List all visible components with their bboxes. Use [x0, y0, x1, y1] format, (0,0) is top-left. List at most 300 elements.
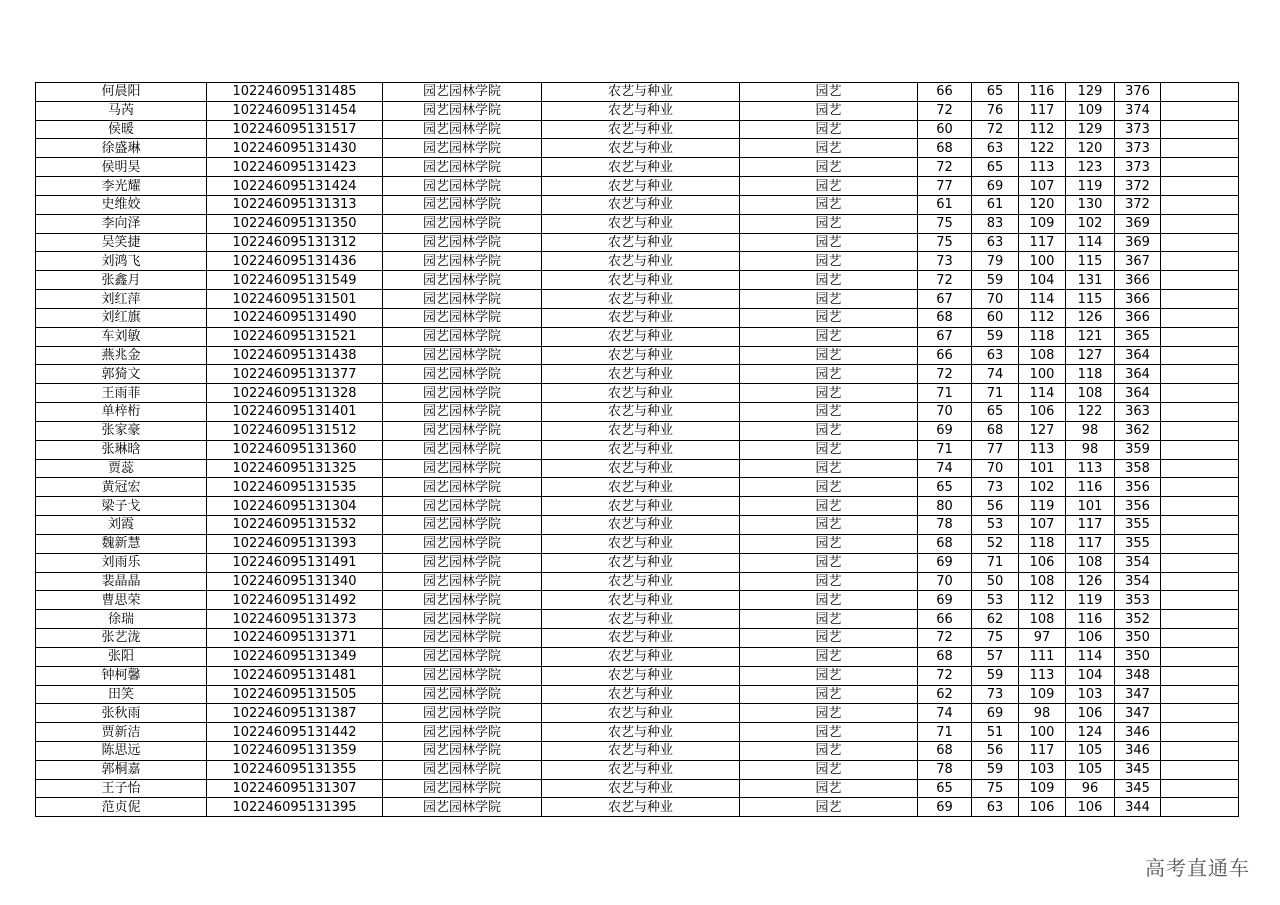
- total-score-cell: 347: [1115, 685, 1161, 704]
- major-cell: 农艺与种业: [542, 327, 740, 346]
- exam-id-cell: 102246095131359: [207, 741, 383, 760]
- subject1-score-cell: 113: [1019, 158, 1066, 177]
- exam-id-cell: 102246095131438: [207, 346, 383, 365]
- remark-cell: [1161, 308, 1239, 327]
- subject1-score-cell: 117: [1019, 741, 1066, 760]
- subject1-score-cell: 119: [1019, 497, 1066, 516]
- english-score-cell: 59: [972, 666, 1019, 685]
- name-cell: 张艺泷: [36, 629, 207, 648]
- remark-cell: [1161, 327, 1239, 346]
- english-score-cell: 53: [972, 591, 1019, 610]
- politics-score-cell: 72: [918, 666, 972, 685]
- total-score-cell: 346: [1115, 741, 1161, 760]
- major-cell: 农艺与种业: [542, 346, 740, 365]
- subject1-score-cell: 107: [1019, 516, 1066, 535]
- subject1-score-cell: 116: [1019, 83, 1066, 102]
- exam-id-cell: 102246095131349: [207, 647, 383, 666]
- name-cell: 刘红旗: [36, 308, 207, 327]
- name-cell: 燕兆金: [36, 346, 207, 365]
- major-cell: 农艺与种业: [542, 421, 740, 440]
- english-score-cell: 77: [972, 440, 1019, 459]
- table-row: [36, 760, 1239, 779]
- total-score-cell: 372: [1115, 195, 1161, 214]
- exam-id-cell: 102246095131485: [207, 83, 383, 102]
- subject1-score-cell: 101: [1019, 459, 1066, 478]
- politics-score-cell: 78: [918, 760, 972, 779]
- direction-cell: 园艺: [740, 666, 918, 685]
- subject1-score-cell: 100: [1019, 365, 1066, 384]
- major-cell: 农艺与种业: [542, 271, 740, 290]
- college-cell: 园艺园林学院: [383, 647, 542, 666]
- english-score-cell: 76: [972, 101, 1019, 120]
- total-score-cell: 350: [1115, 647, 1161, 666]
- subject1-score-cell: 109: [1019, 779, 1066, 798]
- direction-cell: 园艺: [740, 346, 918, 365]
- total-score-cell: 345: [1115, 779, 1161, 798]
- subject1-score-cell: 122: [1019, 139, 1066, 158]
- exam-id-cell: 102246095131371: [207, 629, 383, 648]
- name-cell: 陈思远: [36, 741, 207, 760]
- subject1-score-cell: 114: [1019, 290, 1066, 309]
- exam-id-cell: 102246095131491: [207, 553, 383, 572]
- name-cell: 魏新慧: [36, 534, 207, 553]
- exam-id-cell: 102246095131350: [207, 214, 383, 233]
- direction-cell: 园艺: [740, 685, 918, 704]
- major-cell: 农艺与种业: [542, 647, 740, 666]
- total-score-cell: 354: [1115, 553, 1161, 572]
- direction-cell: 园艺: [740, 516, 918, 535]
- name-cell: 李光耀: [36, 177, 207, 196]
- table-row: [36, 798, 1239, 817]
- direction-cell: 园艺: [740, 591, 918, 610]
- table-row: [36, 741, 1239, 760]
- subject2-score-cell: 129: [1066, 83, 1115, 102]
- major-cell: 农艺与种业: [542, 139, 740, 158]
- table-row: [36, 290, 1239, 309]
- name-cell: 张阳: [36, 647, 207, 666]
- english-score-cell: 71: [972, 384, 1019, 403]
- major-cell: 农艺与种业: [542, 177, 740, 196]
- total-score-cell: 354: [1115, 572, 1161, 591]
- english-score-cell: 53: [972, 516, 1019, 535]
- name-cell: 刘鸿飞: [36, 252, 207, 271]
- remark-cell: [1161, 704, 1239, 723]
- name-cell: 贾蕊: [36, 459, 207, 478]
- table-row: [36, 440, 1239, 459]
- name-cell: 何晨阳: [36, 83, 207, 102]
- college-cell: 园艺园林学院: [383, 572, 542, 591]
- table-row: [36, 647, 1239, 666]
- english-score-cell: 63: [972, 798, 1019, 817]
- exam-id-cell: 102246095131307: [207, 779, 383, 798]
- remark-cell: [1161, 346, 1239, 365]
- english-score-cell: 60: [972, 308, 1019, 327]
- college-cell: 园艺园林学院: [383, 534, 542, 553]
- college-cell: 园艺园林学院: [383, 290, 542, 309]
- politics-score-cell: 65: [918, 478, 972, 497]
- politics-score-cell: 75: [918, 214, 972, 233]
- total-score-cell: 372: [1115, 177, 1161, 196]
- major-cell: 农艺与种业: [542, 685, 740, 704]
- name-cell: 郭桐嘉: [36, 760, 207, 779]
- remark-cell: [1161, 252, 1239, 271]
- direction-cell: 园艺: [740, 798, 918, 817]
- english-score-cell: 52: [972, 534, 1019, 553]
- name-cell: 侯明昊: [36, 158, 207, 177]
- direction-cell: 园艺: [740, 290, 918, 309]
- subject2-score-cell: 108: [1066, 553, 1115, 572]
- exam-id-cell: 102246095131377: [207, 365, 383, 384]
- remark-cell: [1161, 403, 1239, 422]
- subject2-score-cell: 117: [1066, 516, 1115, 535]
- remark-cell: [1161, 83, 1239, 102]
- college-cell: 园艺园林学院: [383, 252, 542, 271]
- subject1-score-cell: 112: [1019, 591, 1066, 610]
- politics-score-cell: 68: [918, 139, 972, 158]
- name-cell: 张秋雨: [36, 704, 207, 723]
- english-score-cell: 79: [972, 252, 1019, 271]
- politics-score-cell: 78: [918, 516, 972, 535]
- name-cell: 裴晶晶: [36, 572, 207, 591]
- direction-cell: 园艺: [740, 158, 918, 177]
- total-score-cell: 355: [1115, 534, 1161, 553]
- table-row: [36, 327, 1239, 346]
- major-cell: 农艺与种业: [542, 723, 740, 742]
- remark-cell: [1161, 553, 1239, 572]
- major-cell: 农艺与种业: [542, 516, 740, 535]
- remark-cell: [1161, 158, 1239, 177]
- table-row: [36, 516, 1239, 535]
- politics-score-cell: 75: [918, 233, 972, 252]
- exam-id-cell: 102246095131535: [207, 478, 383, 497]
- english-score-cell: 56: [972, 741, 1019, 760]
- politics-score-cell: 71: [918, 440, 972, 459]
- table-row: [36, 252, 1239, 271]
- table-row: [36, 591, 1239, 610]
- english-score-cell: 72: [972, 120, 1019, 139]
- subject1-score-cell: 114: [1019, 384, 1066, 403]
- name-cell: 刘霞: [36, 516, 207, 535]
- politics-score-cell: 69: [918, 798, 972, 817]
- english-score-cell: 61: [972, 195, 1019, 214]
- major-cell: 农艺与种业: [542, 779, 740, 798]
- subject2-score-cell: 131: [1066, 271, 1115, 290]
- subject2-score-cell: 116: [1066, 610, 1115, 629]
- exam-id-cell: 102246095131442: [207, 723, 383, 742]
- table-body: [36, 83, 1239, 817]
- table-row: [36, 572, 1239, 591]
- direction-cell: 园艺: [740, 214, 918, 233]
- college-cell: 园艺园林学院: [383, 158, 542, 177]
- name-cell: 范贞伲: [36, 798, 207, 817]
- remark-cell: [1161, 120, 1239, 139]
- direction-cell: 园艺: [740, 459, 918, 478]
- english-score-cell: 65: [972, 158, 1019, 177]
- english-score-cell: 59: [972, 760, 1019, 779]
- college-cell: 园艺园林学院: [383, 421, 542, 440]
- subject2-score-cell: 119: [1066, 591, 1115, 610]
- politics-score-cell: 66: [918, 610, 972, 629]
- direction-cell: 园艺: [740, 83, 918, 102]
- english-score-cell: 62: [972, 610, 1019, 629]
- college-cell: 园艺园林学院: [383, 629, 542, 648]
- total-score-cell: 356: [1115, 497, 1161, 516]
- subject1-score-cell: 106: [1019, 553, 1066, 572]
- english-score-cell: 63: [972, 139, 1019, 158]
- college-cell: 园艺园林学院: [383, 83, 542, 102]
- subject1-score-cell: 112: [1019, 120, 1066, 139]
- college-cell: 园艺园林学院: [383, 308, 542, 327]
- subject1-score-cell: 113: [1019, 440, 1066, 459]
- subject2-score-cell: 104: [1066, 666, 1115, 685]
- exam-id-cell: 102246095131360: [207, 440, 383, 459]
- politics-score-cell: 66: [918, 83, 972, 102]
- direction-cell: 园艺: [740, 421, 918, 440]
- college-cell: 园艺园林学院: [383, 403, 542, 422]
- exam-id-cell: 102246095131492: [207, 591, 383, 610]
- remark-cell: [1161, 779, 1239, 798]
- english-score-cell: 71: [972, 553, 1019, 572]
- table-row: [36, 139, 1239, 158]
- english-score-cell: 73: [972, 685, 1019, 704]
- major-cell: 农艺与种业: [542, 195, 740, 214]
- name-cell: 梁子戈: [36, 497, 207, 516]
- remark-cell: [1161, 534, 1239, 553]
- remark-cell: [1161, 440, 1239, 459]
- english-score-cell: 74: [972, 365, 1019, 384]
- subject2-score-cell: 129: [1066, 120, 1115, 139]
- major-cell: 农艺与种业: [542, 666, 740, 685]
- subject2-score-cell: 130: [1066, 195, 1115, 214]
- college-cell: 园艺园林学院: [383, 741, 542, 760]
- subject2-score-cell: 123: [1066, 158, 1115, 177]
- direction-cell: 园艺: [740, 760, 918, 779]
- name-cell: 单梓桁: [36, 403, 207, 422]
- english-score-cell: 69: [972, 704, 1019, 723]
- subject2-score-cell: 106: [1066, 704, 1115, 723]
- direction-cell: 园艺: [740, 101, 918, 120]
- subject1-score-cell: 118: [1019, 534, 1066, 553]
- college-cell: 园艺园林学院: [383, 195, 542, 214]
- major-cell: 农艺与种业: [542, 403, 740, 422]
- college-cell: 园艺园林学院: [383, 384, 542, 403]
- english-score-cell: 75: [972, 629, 1019, 648]
- name-cell: 徐瑞: [36, 610, 207, 629]
- politics-score-cell: 67: [918, 290, 972, 309]
- politics-score-cell: 72: [918, 629, 972, 648]
- total-score-cell: 350: [1115, 629, 1161, 648]
- college-cell: 园艺园林学院: [383, 139, 542, 158]
- total-score-cell: 364: [1115, 365, 1161, 384]
- total-score-cell: 376: [1115, 83, 1161, 102]
- total-score-cell: 367: [1115, 252, 1161, 271]
- remark-cell: [1161, 685, 1239, 704]
- exam-id-cell: 102246095131512: [207, 421, 383, 440]
- direction-cell: 园艺: [740, 327, 918, 346]
- subject1-score-cell: 109: [1019, 685, 1066, 704]
- exam-id-cell: 102246095131490: [207, 308, 383, 327]
- exam-id-cell: 102246095131313: [207, 195, 383, 214]
- college-cell: 园艺园林学院: [383, 516, 542, 535]
- subject1-score-cell: 127: [1019, 421, 1066, 440]
- english-score-cell: 65: [972, 83, 1019, 102]
- politics-score-cell: 71: [918, 384, 972, 403]
- subject2-score-cell: 103: [1066, 685, 1115, 704]
- direction-cell: 园艺: [740, 139, 918, 158]
- college-cell: 园艺园林学院: [383, 798, 542, 817]
- college-cell: 园艺园林学院: [383, 459, 542, 478]
- subject2-score-cell: 109: [1066, 101, 1115, 120]
- total-score-cell: 352: [1115, 610, 1161, 629]
- major-cell: 农艺与种业: [542, 120, 740, 139]
- major-cell: 农艺与种业: [542, 497, 740, 516]
- major-cell: 农艺与种业: [542, 798, 740, 817]
- college-cell: 园艺园林学院: [383, 233, 542, 252]
- major-cell: 农艺与种业: [542, 459, 740, 478]
- name-cell: 李向泽: [36, 214, 207, 233]
- name-cell: 马芮: [36, 101, 207, 120]
- major-cell: 农艺与种业: [542, 101, 740, 120]
- subject1-score-cell: 113: [1019, 666, 1066, 685]
- subject2-score-cell: 119: [1066, 177, 1115, 196]
- subject2-score-cell: 98: [1066, 421, 1115, 440]
- direction-cell: 园艺: [740, 779, 918, 798]
- college-cell: 园艺园林学院: [383, 327, 542, 346]
- subject2-score-cell: 122: [1066, 403, 1115, 422]
- exam-id-cell: 102246095131424: [207, 177, 383, 196]
- exam-id-cell: 102246095131505: [207, 685, 383, 704]
- politics-score-cell: 70: [918, 572, 972, 591]
- politics-score-cell: 69: [918, 421, 972, 440]
- english-score-cell: 73: [972, 478, 1019, 497]
- table-row: [36, 403, 1239, 422]
- total-score-cell: 358: [1115, 459, 1161, 478]
- major-cell: 农艺与种业: [542, 308, 740, 327]
- direction-cell: 园艺: [740, 572, 918, 591]
- major-cell: 农艺与种业: [542, 591, 740, 610]
- table-row: [36, 308, 1239, 327]
- exam-id-cell: 102246095131373: [207, 610, 383, 629]
- politics-score-cell: 65: [918, 779, 972, 798]
- subject1-score-cell: 117: [1019, 101, 1066, 120]
- exam-id-cell: 102246095131532: [207, 516, 383, 535]
- subject2-score-cell: 120: [1066, 139, 1115, 158]
- total-score-cell: 344: [1115, 798, 1161, 817]
- name-cell: 郭猗文: [36, 365, 207, 384]
- college-cell: 园艺园林学院: [383, 760, 542, 779]
- politics-score-cell: 72: [918, 101, 972, 120]
- subject2-score-cell: 106: [1066, 629, 1115, 648]
- name-cell: 曹思荣: [36, 591, 207, 610]
- table-row: [36, 553, 1239, 572]
- subject2-score-cell: 124: [1066, 723, 1115, 742]
- direction-cell: 园艺: [740, 534, 918, 553]
- college-cell: 园艺园林学院: [383, 365, 542, 384]
- subject1-score-cell: 111: [1019, 647, 1066, 666]
- politics-score-cell: 69: [918, 591, 972, 610]
- subject1-score-cell: 97: [1019, 629, 1066, 648]
- subject2-score-cell: 98: [1066, 440, 1115, 459]
- exam-id-cell: 102246095131328: [207, 384, 383, 403]
- table-row: [36, 478, 1239, 497]
- remark-cell: [1161, 741, 1239, 760]
- name-cell: 张鑫月: [36, 271, 207, 290]
- exam-id-cell: 102246095131325: [207, 459, 383, 478]
- major-cell: 农艺与种业: [542, 365, 740, 384]
- table-row: [36, 83, 1239, 102]
- subject1-score-cell: 106: [1019, 798, 1066, 817]
- english-score-cell: 51: [972, 723, 1019, 742]
- name-cell: 钟柯馨: [36, 666, 207, 685]
- table-row: [36, 101, 1239, 120]
- remark-cell: [1161, 290, 1239, 309]
- major-cell: 农艺与种业: [542, 534, 740, 553]
- subject2-score-cell: 116: [1066, 478, 1115, 497]
- english-score-cell: 69: [972, 177, 1019, 196]
- major-cell: 农艺与种业: [542, 233, 740, 252]
- name-cell: 刘红萍: [36, 290, 207, 309]
- subject2-score-cell: 127: [1066, 346, 1115, 365]
- english-score-cell: 50: [972, 572, 1019, 591]
- remark-cell: [1161, 384, 1239, 403]
- table-row: [36, 610, 1239, 629]
- exam-id-cell: 102246095131393: [207, 534, 383, 553]
- politics-score-cell: 74: [918, 704, 972, 723]
- subject1-score-cell: 108: [1019, 610, 1066, 629]
- total-score-cell: 359: [1115, 440, 1161, 459]
- direction-cell: 园艺: [740, 365, 918, 384]
- table-row: [36, 459, 1239, 478]
- politics-score-cell: 74: [918, 459, 972, 478]
- name-cell: 史维姣: [36, 195, 207, 214]
- politics-score-cell: 72: [918, 158, 972, 177]
- politics-score-cell: 68: [918, 741, 972, 760]
- total-score-cell: 366: [1115, 308, 1161, 327]
- english-score-cell: 59: [972, 271, 1019, 290]
- college-cell: 园艺园林学院: [383, 346, 542, 365]
- exam-id-cell: 102246095131423: [207, 158, 383, 177]
- subject1-score-cell: 107: [1019, 177, 1066, 196]
- english-score-cell: 63: [972, 233, 1019, 252]
- direction-cell: 园艺: [740, 384, 918, 403]
- college-cell: 园艺园林学院: [383, 497, 542, 516]
- english-score-cell: 70: [972, 290, 1019, 309]
- politics-score-cell: 68: [918, 534, 972, 553]
- major-cell: 农艺与种业: [542, 553, 740, 572]
- table-row: [36, 158, 1239, 177]
- exam-id-cell: 102246095131521: [207, 327, 383, 346]
- table-row: [36, 120, 1239, 139]
- total-score-cell: 353: [1115, 591, 1161, 610]
- name-cell: 田笑: [36, 685, 207, 704]
- direction-cell: 园艺: [740, 704, 918, 723]
- subject2-score-cell: 115: [1066, 252, 1115, 271]
- direction-cell: 园艺: [740, 233, 918, 252]
- politics-score-cell: 72: [918, 271, 972, 290]
- table-row: [36, 723, 1239, 742]
- politics-score-cell: 72: [918, 365, 972, 384]
- table-row: [36, 534, 1239, 553]
- total-score-cell: 365: [1115, 327, 1161, 346]
- remark-cell: [1161, 798, 1239, 817]
- direction-cell: 园艺: [740, 440, 918, 459]
- total-score-cell: 356: [1115, 478, 1161, 497]
- direction-cell: 园艺: [740, 723, 918, 742]
- exam-id-cell: 102246095131517: [207, 120, 383, 139]
- subject1-score-cell: 106: [1019, 403, 1066, 422]
- direction-cell: 园艺: [740, 647, 918, 666]
- total-score-cell: 355: [1115, 516, 1161, 535]
